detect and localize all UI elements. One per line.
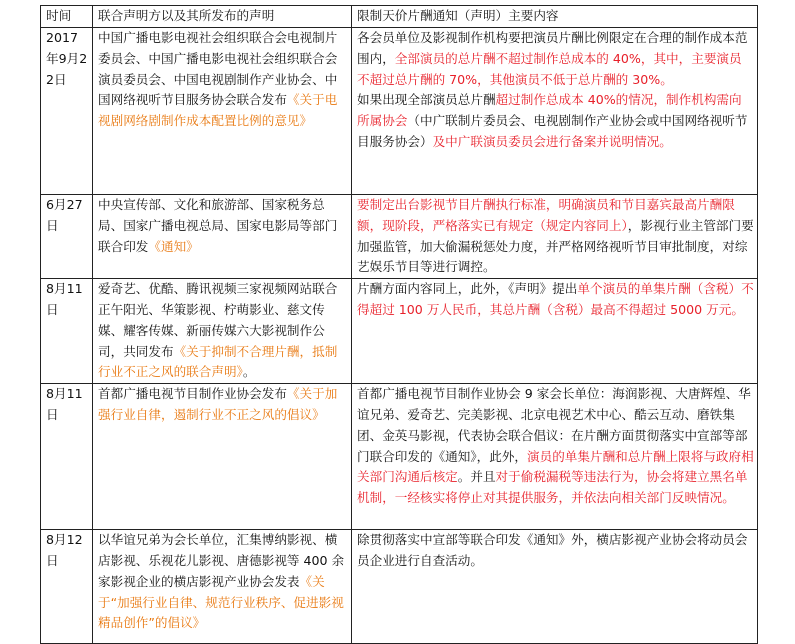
body-text: 片酬方面内容同上，此外，《声明》提出 — [357, 281, 578, 297]
body-text: 。并且 — [457, 469, 496, 485]
document-title-link: 《通知》 — [148, 238, 199, 254]
header-issuer: 联合声明方以及其所发布的声明 — [93, 6, 352, 28]
highlight-red-text: 及中广联演员委员会进行备案并说明情况。 — [432, 133, 672, 149]
row-content — [352, 279, 758, 384]
row-date: 8月11日 — [41, 384, 93, 530]
body-text: 。 — [242, 364, 256, 380]
highlight-red-text: 单个演员的单集片酬（含税）不得超过 100 万人民币，其总片酬（含税）最高不得超过 5000 万元。 — [357, 281, 754, 317]
document-title-link: 《关于加强行业自律，遏制行业不正之风的倡议》 — [98, 386, 338, 422]
row-date: 6月27日 — [41, 195, 93, 279]
body-text: 中国广播电影电视社会组织联合会电视制片委员会、中国广播电影电视社会组织联合会演员委员会、中国电视剧制作产业协会、中国网络视听节目服务协会联合发布 — [98, 30, 338, 108]
document-title-link: 《关于电视剧网络剧制作成本配置比例的意见》 — [98, 92, 338, 129]
row-issuer — [93, 28, 352, 195]
body-text: （中广联制片委员会、电视剧制作产业协会或中国网络视听节目服务协会） — [357, 113, 748, 149]
body-text: 首都广播电视节目制作业协会发布 — [98, 386, 287, 402]
row-content — [352, 28, 758, 195]
highlight-red-text: 超过制作总成本 40%的情况，制作机构需向所属协会 — [357, 92, 742, 129]
body-text: 中央宣传部、文化和旅游部、国家税务总局、国家广播电视总局、国家电影局等部门联合印发 — [98, 197, 338, 254]
table-header-row — [41, 6, 758, 28]
table-row — [41, 195, 758, 279]
row-content — [352, 195, 758, 279]
row-content — [352, 530, 758, 644]
row-issuer — [93, 384, 352, 530]
highlight-red-text: 要制定出台影视节目片酬执行标准，明确演员和节目嘉宾最高片酬限额，现阶段，严格落实已有规定（规定内容同上） — [357, 197, 735, 233]
header-time: 时间 — [41, 6, 93, 28]
highlight-red-text: 对于偷税漏税等违法行为，协会将建立黑名单机制，一经核实将停止对其提供服务，并依法向相关部门反映情况。 — [357, 469, 748, 506]
row-date: 8月11日 — [41, 279, 93, 384]
body-text: 如果出现全部演员总片酬 — [357, 92, 496, 108]
table-row — [41, 384, 758, 530]
body-text: 除贯彻落实中宣部等联合印发《通知》外，横店影视产业协会将动员会员企业进行自查活动。 — [357, 532, 748, 568]
body-text: 首都广播电视节目制作业协会 9 家会长单位：海润影视、大唐辉煌、华谊兄弟、爱奇艺、完美影视、北京电视艺术中心、酷云互动、磨铁集团、金英马影视，代表协会联合倡议：在片酬方面贯彻落实中宣部等部门联合印发的《通知》，此外， — [357, 386, 751, 464]
row-issuer — [93, 279, 352, 384]
table-row — [41, 279, 758, 384]
row-content — [352, 384, 758, 530]
body-text: 爱奇艺、优酷、腾讯视频三家视频网站联合正午阳光、华策影视、柠萌影业、慈文传媒、耀客传媒、新丽传媒六大影视制作公司，共同发布 — [98, 281, 338, 359]
highlight-red-text: 全部演员的总片酬不超过制作总成本的 40%，其中，主要演员不超过总片酬的 70%，其他演员不低于总片酬的 30%。 — [357, 50, 742, 87]
body-text: ，影视行业主管部门要加强监管，加大偷漏税惩处力度，并严格网络视听节目审批制度，对综艺娱乐节目等进行调控。 — [357, 217, 754, 275]
body-text: 各会员单位及影视制作机构要把演员片酬比例限定在合理的制作成本范围内， — [357, 30, 748, 66]
row-date: 8月12日 — [41, 530, 93, 644]
row-issuer — [93, 195, 352, 279]
table-row — [41, 28, 758, 195]
row-issuer — [93, 530, 352, 644]
row-date: 2017年9月22日 — [41, 28, 93, 195]
document-title-link: 《关于抑制不合理片酬，抵制行业不正之风的联合声明》 — [98, 343, 338, 380]
salary-policy-table — [40, 5, 758, 644]
document-title-link: 《关于“加强行业自律、规范行业秩序、促进影视精品创作”的倡议》 — [98, 573, 344, 631]
body-text: 以华谊兄弟为会长单位，汇集博纳影视、横店影视、乐视花儿影视、唐德影视等 400 余家影视企业的横店影视产业协会发表 — [98, 532, 345, 589]
header-content: 限制天价片酬通知（声明）主要内容 — [352, 6, 758, 28]
table-row — [41, 530, 758, 644]
highlight-red-text: 演员的单集片酬和总片酬上限将与政府相关部门沟通后核定 — [357, 448, 754, 485]
